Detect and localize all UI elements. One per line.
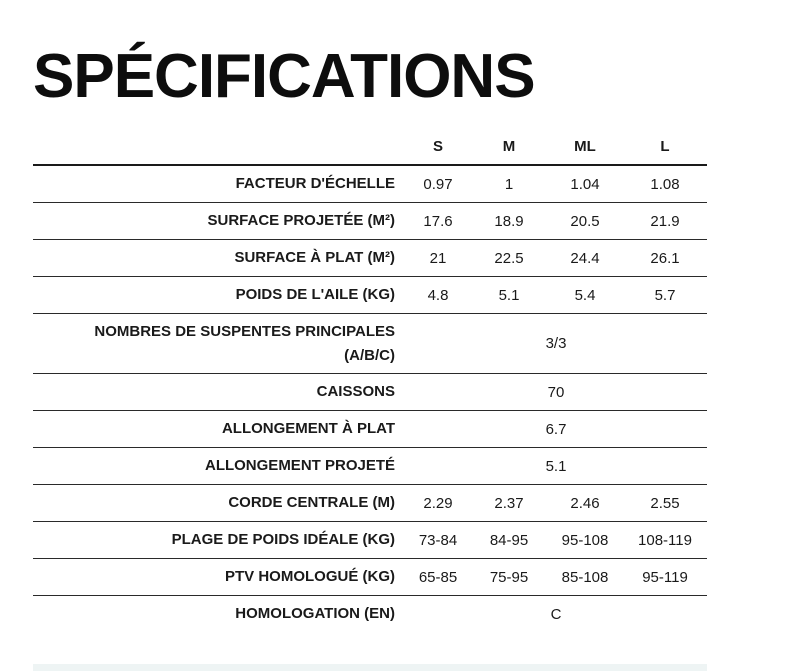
table-row (33, 277, 707, 314)
table-row (33, 522, 707, 559)
cell-value: 73-84 (405, 522, 471, 559)
cell-value: 108-119 (623, 522, 707, 559)
cell-value: 1.04 (547, 165, 623, 203)
row-label: ALLONGEMENT À PLAT (33, 411, 405, 448)
column-header-l: L (623, 129, 707, 165)
cell-value: 5.4 (547, 277, 623, 314)
table-row (33, 203, 707, 240)
cell-value-shared: C (550, 605, 562, 623)
cell-value: 95-119 (623, 559, 707, 596)
cell-value-shared: 5.1 (405, 448, 707, 485)
row-label: CORDE CENTRALE (M) (33, 485, 405, 522)
cell-value: 85-108 (547, 559, 623, 596)
cell-value: 2.29 (405, 485, 471, 522)
table-row (33, 485, 707, 522)
cell-value: 20.5 (547, 203, 623, 240)
cell-value: 22.5 (471, 240, 547, 277)
table-row (33, 165, 707, 203)
table-row (33, 374, 707, 411)
cell-value: 18.9 (471, 203, 547, 240)
header-blank (33, 129, 405, 165)
row-label: POIDS DE L'AILE (KG) (33, 277, 405, 314)
cell-value: 2.46 (547, 485, 623, 522)
row-label: CAISSONS (33, 374, 405, 411)
cell-value: 5.1 (471, 277, 547, 314)
cell-value: 1 (471, 165, 547, 203)
row-label-line1: NOMBRES DE SUSPENTES PRINCIPALES (94, 322, 395, 340)
row-label: PLAGE DE POIDS IDÉALE (KG) (33, 522, 405, 559)
cell-value: 75-95 (471, 559, 547, 596)
cell-value-shared: 6.7 (405, 411, 707, 448)
cell-value: 1.08 (623, 165, 707, 203)
cell-value: 95-108 (547, 522, 623, 559)
row-label: FACTEUR D'ÉCHELLE (33, 165, 405, 203)
bottom-section-edge (33, 664, 707, 671)
cell-value: 2.37 (471, 485, 547, 522)
cell-value: 65-85 (405, 559, 471, 596)
cell-value: 2.55 (623, 485, 707, 522)
page-title: SPÉCIFICATIONS (33, 42, 535, 111)
table-row (33, 411, 707, 448)
row-label-line2: (A/B/C) (344, 346, 395, 364)
row-label: PTV HOMOLOGUÉ (KG) (33, 559, 405, 596)
cell-value: 26.1 (623, 240, 707, 277)
table-header-row (33, 129, 707, 165)
cell-value-shared: 70 (405, 374, 707, 411)
column-header-m: M (471, 129, 547, 165)
cell-value: 21 (405, 240, 471, 277)
cell-value: 21.9 (623, 203, 707, 240)
row-label (33, 314, 405, 374)
column-header-s: S (405, 129, 471, 165)
table-row (33, 596, 707, 633)
cell-value: 0.97 (405, 165, 471, 203)
cell-value: 5.7 (623, 277, 707, 314)
table-row (33, 448, 707, 485)
row-label: HOMOLOGATION (EN) (235, 605, 395, 622)
specifications-table (33, 129, 707, 632)
column-header-ml: ML (547, 129, 623, 165)
table-row (33, 559, 707, 596)
cell-value-shared: 3/3 (405, 314, 707, 374)
cell-value: 4.8 (405, 277, 471, 314)
row-label: SURFACE À PLAT (M²) (33, 240, 405, 277)
row-label: ALLONGEMENT PROJETÉ (33, 448, 405, 485)
row-label: SURFACE PROJETÉE (M²) (33, 203, 405, 240)
table-row (33, 240, 707, 277)
cell-value: 24.4 (547, 240, 623, 277)
cell-value: 84-95 (471, 522, 547, 559)
table-row (33, 314, 707, 374)
cell-value: 17.6 (405, 203, 471, 240)
